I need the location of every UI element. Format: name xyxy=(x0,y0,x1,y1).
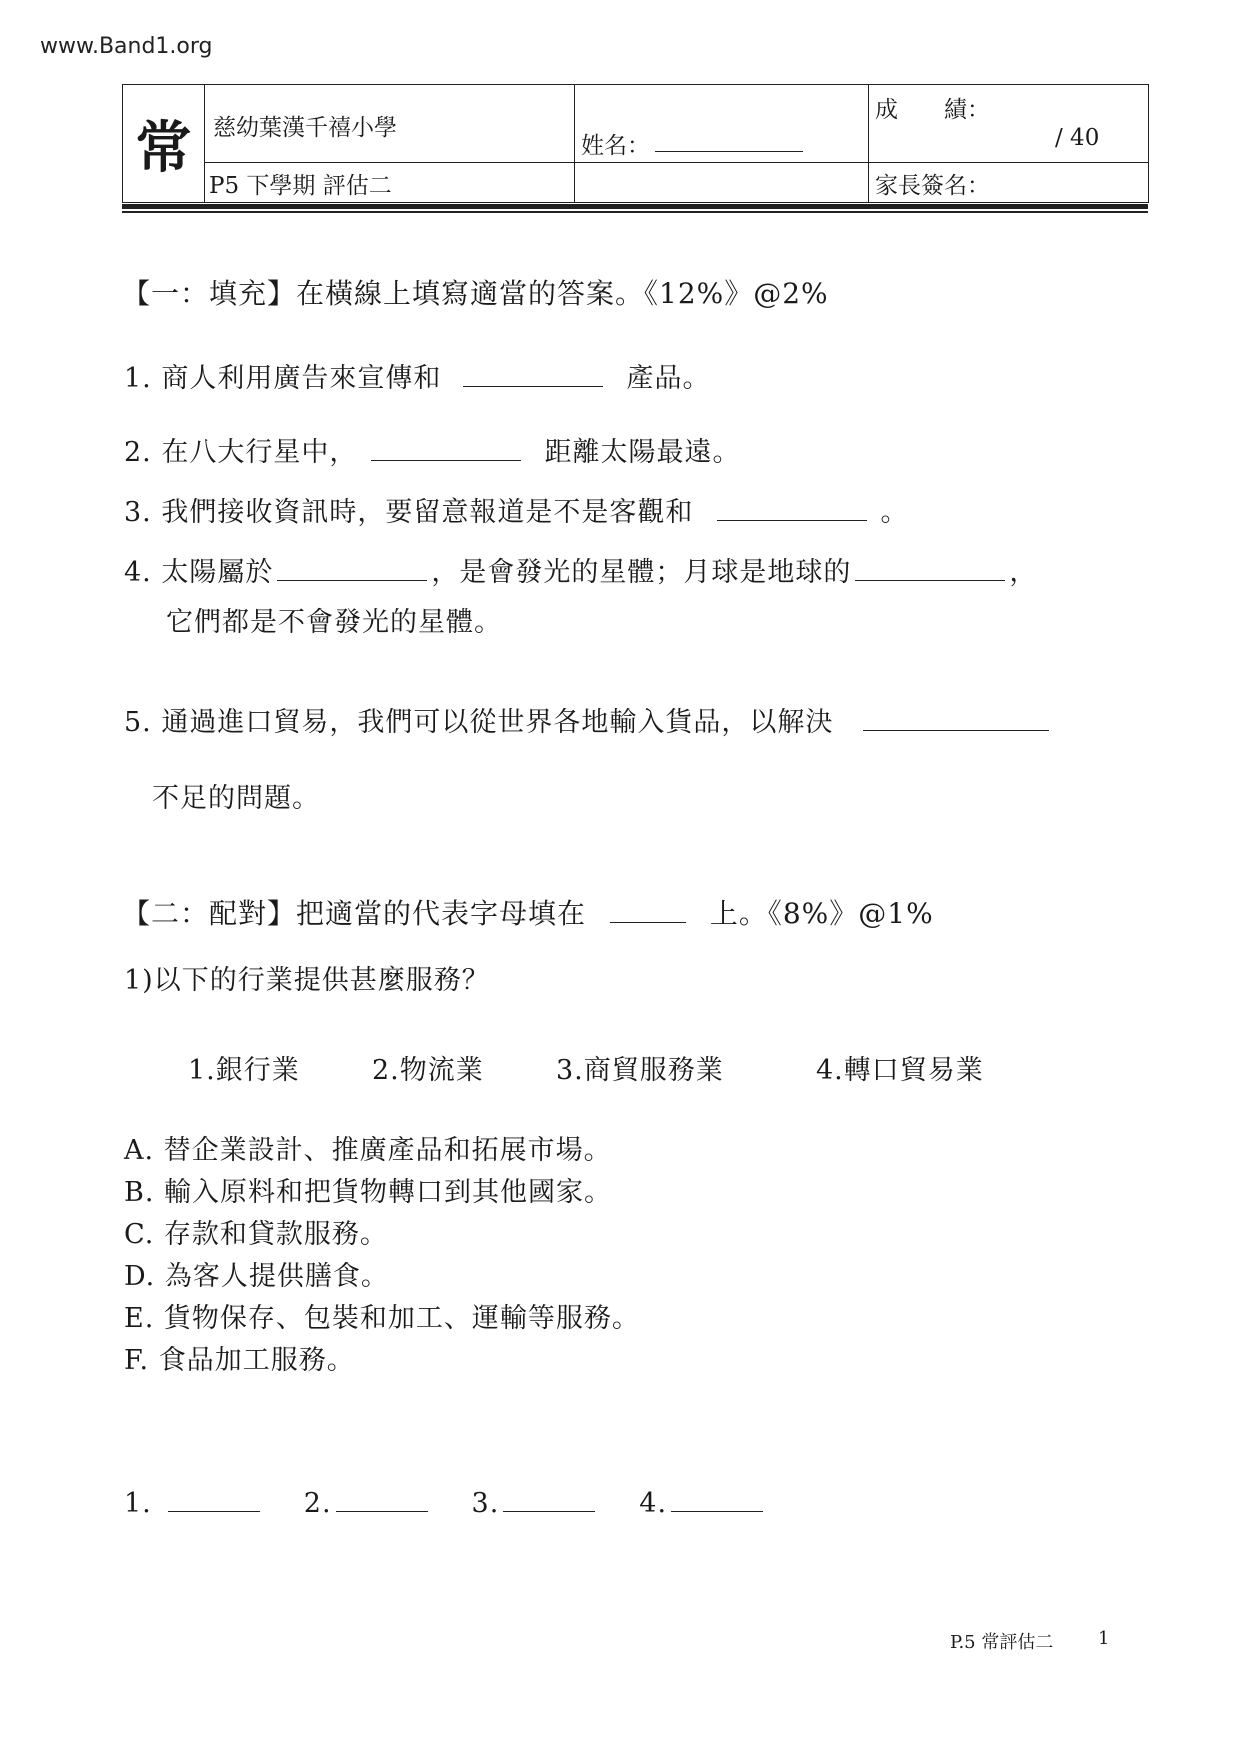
heading-blank-sample xyxy=(610,921,686,923)
question-2-tail: 距離太陽最遠。 xyxy=(544,437,741,468)
option-f: F. 食品加工服務。 xyxy=(124,1345,355,1376)
option-e: E. 貨物保存、包裝和加工、運輸等服務。 xyxy=(124,1303,640,1334)
question-3-tail: 。 xyxy=(880,497,909,528)
industry-4: 4.轉口貿易業 xyxy=(816,1055,984,1086)
score-cell xyxy=(869,85,1149,163)
answer-blank-4a[interactable] xyxy=(277,579,427,581)
answer-blank-1[interactable] xyxy=(463,385,603,387)
option-d: D. 為客人提供膳食。 xyxy=(124,1261,389,1292)
match-blank-2[interactable] xyxy=(336,1510,428,1512)
subject-char: 常 xyxy=(123,85,205,203)
option-b: B. 輸入原料和把貨物轉口到其他國家。 xyxy=(124,1177,613,1208)
term-cell xyxy=(205,163,575,203)
section2-question: 1)以下的行業提供甚麼服務？ xyxy=(124,965,490,996)
parent-cell xyxy=(869,163,1149,203)
industry-1: 1.銀行業 xyxy=(188,1055,300,1086)
empty-cell xyxy=(575,163,869,203)
school-name: 慈幼葉漢千禧小學 xyxy=(213,115,397,141)
question-1 xyxy=(124,356,711,395)
name-label: 姓名： xyxy=(581,133,650,159)
school-cell xyxy=(205,85,575,163)
footer-label: P.5 常評估二 xyxy=(950,1632,1054,1653)
score-total: / 40 xyxy=(1055,125,1100,151)
answer-label-2: 2. xyxy=(303,1488,332,1519)
section2-heading xyxy=(122,892,934,932)
answer-blank-3[interactable] xyxy=(717,519,867,521)
header-table xyxy=(122,84,1148,202)
question-3 xyxy=(124,490,909,529)
watermark-url: www.Band1.org xyxy=(40,34,213,59)
answer-blank-5[interactable] xyxy=(863,729,1049,731)
industry-2: 2.物流業 xyxy=(372,1055,484,1086)
answer-label-1: 1. xyxy=(124,1488,152,1519)
industry-3: 3.商貿服務業 xyxy=(556,1055,724,1086)
match-blank-3[interactable] xyxy=(503,1510,595,1512)
match-blank-1[interactable] xyxy=(168,1510,260,1512)
question-1-text: 1. 商人利用廣告來宣傳和 xyxy=(124,363,442,394)
parent-signature-label: 家長簽名： xyxy=(875,173,990,199)
term-label: P5 下學期 評估二 xyxy=(209,173,392,199)
answer-blank-4b[interactable] xyxy=(855,579,1005,581)
question-2-text: 2. 在八大行星中， xyxy=(124,437,358,468)
section1-heading: 【一：填充】在橫線上填寫適當的答案。《12%》@2% xyxy=(122,277,829,310)
question-4-middle: ，是會發光的星體；月球是地球的 xyxy=(431,557,852,588)
question-4-line2: 它們都是不會發光的星體。 xyxy=(166,607,502,638)
name-cell xyxy=(575,85,869,163)
name-line[interactable] xyxy=(655,151,803,152)
header-rule-thin xyxy=(122,211,1148,213)
score-label: 成 績： xyxy=(875,97,990,123)
header-rule-thick xyxy=(122,204,1148,209)
question-5 xyxy=(124,700,1053,739)
option-c: C. 存款和貸款服務。 xyxy=(124,1219,388,1250)
question-5-text: 5. 通過進口貿易，我們可以從世界各地輸入貨品，以解決 xyxy=(124,707,834,738)
question-4-text: 4. 太陽屬於 xyxy=(124,557,274,588)
answer-label-3: 3. xyxy=(471,1488,500,1519)
page-number: 1 xyxy=(1098,1628,1110,1649)
question-2 xyxy=(124,430,741,469)
answer-label-4: 4. xyxy=(639,1488,668,1519)
answer-row xyxy=(124,1488,767,1519)
question-4-comma: ， xyxy=(1009,557,1038,588)
section2-heading-text: 【二：配對】把適當的代表字母填在 xyxy=(122,897,587,930)
match-blank-4[interactable] xyxy=(671,1510,763,1512)
answer-blank-2[interactable] xyxy=(371,459,521,461)
option-a: A. 替企業設計、推廣產品和拓展市場。 xyxy=(124,1135,612,1166)
question-5-line2: 不足的問題。 xyxy=(152,783,320,814)
question-3-text: 3. 我們接收資訊時，要留意報道是不是客觀和 xyxy=(124,497,694,528)
question-1-tail: 產品。 xyxy=(626,363,711,394)
question-4 xyxy=(124,550,1037,589)
section2-heading-tail: 上。《8%》@1% xyxy=(709,897,934,930)
